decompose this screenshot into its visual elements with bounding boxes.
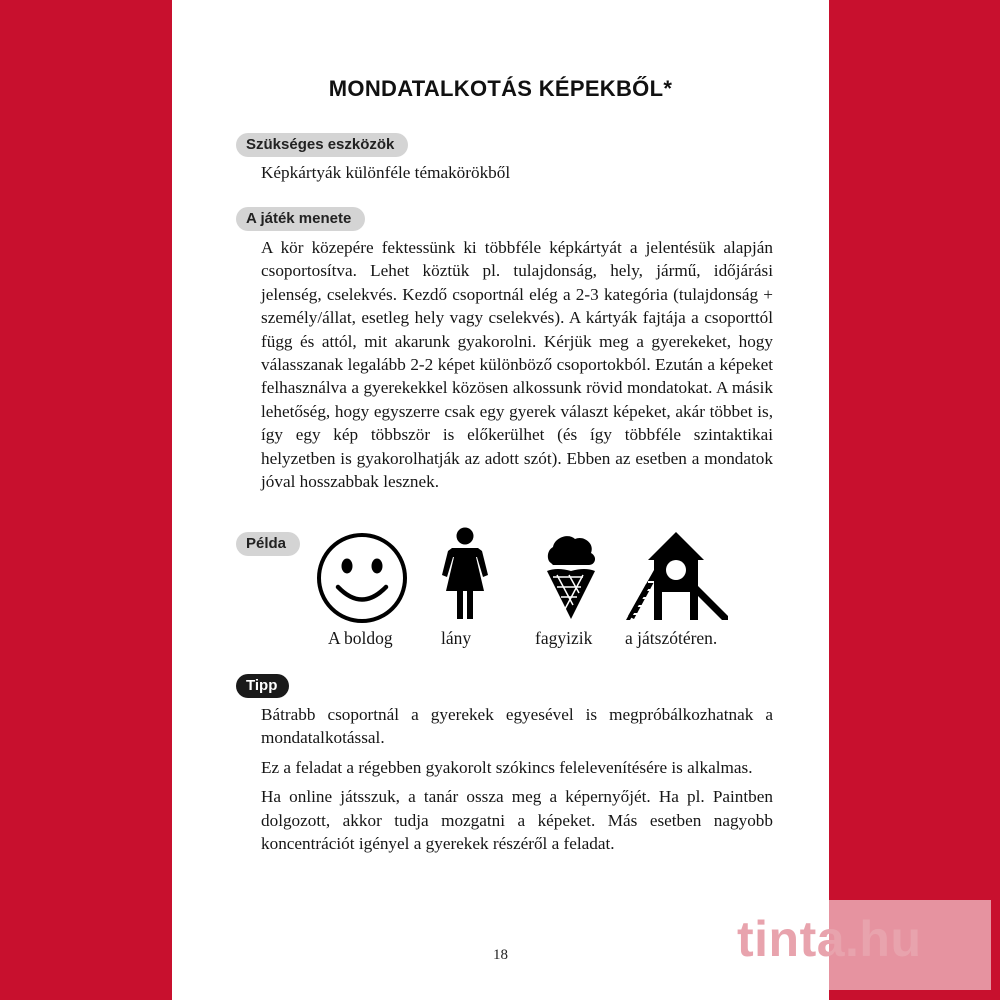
example-caption-2: lány (441, 628, 472, 648)
smiley-face-icon (316, 532, 408, 624)
section-label-tip: Tipp (236, 674, 289, 698)
game-paragraph: A kör közepére fektessünk ki többféle képkártyát a jelentésük alapján csoportosítva. Lehet köztük pl. tulajdonság, hely, jármű, időjárási jelenség, cselekvés. Kezdő csoportnál elég a 2-3 kategória (tulajdonság + személy/állat, esetleg hely vagy cselekvés). A kártyák fajtája a csoporttól függ és attól, mit akarunk gyakorolni. Kérjük meg a gyerekeket, hogy válasszanak legalább 2-2 képet különböző csoportokból. Ezután a képeket felhasználva a gyerekekkel közösen alkossunk rövid mondatokat. A másik lehetőség, hogy egyszerre csak egy gyerek választ képeket, akár többet is, így egy kép többször is előkerülhet (és így többféle szintaktikai helyzetben is gyakorolhatják az adott szót). Ebben az esetben a mondatok jóval hosszabbak lesznek. (261, 238, 773, 492)
watermark-logo: tinta.hu (737, 911, 922, 967)
section-label-tools: Szükséges eszközök (236, 133, 408, 157)
ice-cream-icon (543, 533, 599, 621)
tools-text (261, 161, 773, 184)
tip-paragraph: Ha online játsszuk, a tanár ossza meg a képernyőjét. Ha pl. Paintben dolgozott, akkor tudja mozgatni a képeket. Más esetben nagyobb koncentrációt igényel a gyerekek részéről a feladat. (261, 787, 773, 854)
tip-paragraph: Ez a feladat a régebben gyakorolt szókincs felelevenítésére is alkalmas. (261, 757, 753, 777)
playground-slide-icon (624, 530, 732, 622)
example-caption-4: a játszótéren. (625, 628, 718, 648)
tools-paragraph: Képkártyák különféle témakörökből (261, 163, 511, 182)
section-label-example: Példa (236, 532, 300, 556)
girl-icon (440, 527, 490, 621)
example-caption-1: A boldog (328, 628, 393, 648)
tip-text (261, 703, 773, 861)
book-page (172, 0, 829, 1000)
page-title: MONDATALKOTÁS KÉPEKBŐL* (328, 76, 673, 101)
page-number: 18 (493, 947, 508, 963)
game-text (261, 236, 773, 493)
example-caption-3: fagyizik (535, 628, 593, 648)
section-label-game: A játék menete (236, 207, 365, 231)
tip-paragraph: Bátrabb csoportnál a gyerekek egyesével is megpróbálkozhatnak a mondatalkotással. (261, 705, 773, 748)
